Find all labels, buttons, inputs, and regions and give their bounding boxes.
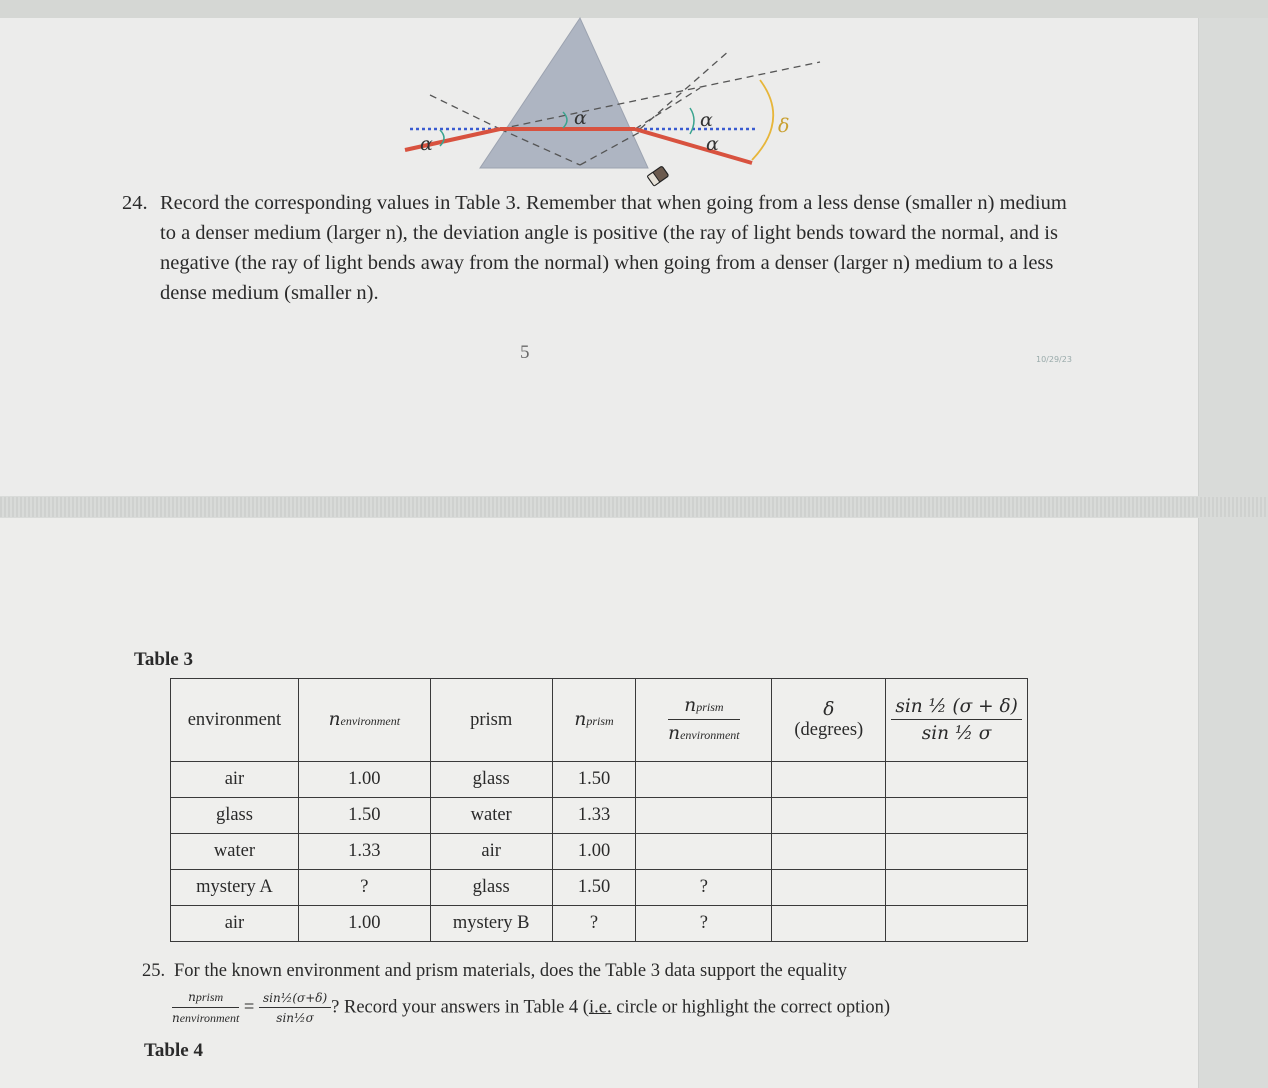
cell-environment: glass (171, 798, 299, 834)
cell-delta[interactable] (772, 762, 886, 798)
n-prism-subscript: prism (696, 700, 724, 714)
question-25-instruction-end: circle or highlight the correct option) (611, 997, 891, 1018)
date-stamp: 10/29/23 (1036, 355, 1072, 364)
cell-prism: mystery B (430, 906, 552, 942)
page-gap (0, 497, 1268, 517)
lhs-top-subscript: prism (195, 990, 224, 1004)
eraser-cursor-icon (647, 166, 669, 186)
table-3-header-row (171, 679, 1028, 762)
n-prism-subscript: prism (586, 714, 614, 728)
cell-n-environment: ? (298, 870, 430, 906)
cell-prism: glass (430, 762, 552, 798)
cell-n-prism: ? (552, 906, 636, 942)
table-row (171, 798, 1028, 834)
prism-triangle (480, 18, 648, 168)
prism-diagram (0, 0, 1268, 190)
cell-prism: water (430, 798, 552, 834)
table-row (171, 906, 1028, 942)
question-24 (122, 188, 1082, 308)
alpha-label-right-top: α (700, 109, 713, 131)
page-number: 5 (520, 342, 530, 363)
n-symbol: n (668, 723, 681, 744)
header-n-ratio (636, 679, 772, 762)
question-25-equation (172, 990, 890, 1026)
n-ratio-denominator (668, 720, 739, 745)
delta-unit: (degrees) (794, 720, 864, 740)
question-24-number: 24. (122, 192, 148, 214)
cell-n-environment: 1.50 (298, 798, 430, 834)
equation-equals: = (243, 997, 255, 1018)
n-env-subscript: environment (680, 728, 740, 742)
table-row (171, 834, 1028, 870)
exit-dashed-2 (640, 50, 730, 129)
n-symbol: n (188, 990, 196, 1004)
table-row (171, 870, 1028, 906)
n-ratio-fraction (668, 695, 739, 745)
question-25 (142, 958, 1042, 984)
delta-label: δ (778, 115, 790, 137)
equation-rhs-numerator: sin½(σ+δ) (259, 991, 331, 1008)
alpha-label-right-bottom: α (706, 133, 719, 155)
cell-sin[interactable] (886, 870, 1028, 906)
cell-sin[interactable] (886, 906, 1028, 942)
equation-rhs-fraction (259, 991, 331, 1025)
cell-delta[interactable] (772, 870, 886, 906)
alpha-label-left: α (420, 133, 433, 155)
cell-ratio[interactable] (636, 762, 772, 798)
table-4-label: Table 4 (144, 1040, 203, 1061)
header-n-prism (552, 679, 636, 762)
n-symbol: n (574, 709, 587, 730)
cell-environment: mystery A (171, 870, 299, 906)
n-symbol: n (328, 709, 341, 730)
question-24-text: Record the corresponding values in Table 3. Remember that when going from a less dense (smaller n) medium to a denser medium (larger n), the deviation angle is positive (the ray of light bends toward the normal, and is negative (the ray of light bends away from the normal) when going from a denser (larger n) medium to a less dense medium (smaller n). (160, 192, 1067, 304)
question-25-text: For the known environment and prism materials, does the Table 3 data support the equality (174, 961, 847, 981)
sin-fraction (891, 696, 1021, 744)
table-3 (170, 678, 1028, 942)
cell-n-prism: 1.50 (552, 870, 636, 906)
cell-environment: water (171, 834, 299, 870)
cell-sin[interactable] (886, 762, 1028, 798)
header-delta (772, 679, 886, 762)
header-prism: prism (430, 679, 552, 762)
header-n-environment (298, 679, 430, 762)
delta-arc (752, 80, 773, 160)
cell-environment: air (171, 906, 299, 942)
cell-ratio[interactable]: ? (636, 870, 772, 906)
cell-n-prism: 1.33 (552, 798, 636, 834)
cell-n-prism: 1.00 (552, 834, 636, 870)
equation-lhs-numerator (172, 990, 239, 1008)
cell-ratio[interactable]: ? (636, 906, 772, 942)
n-ratio-numerator (668, 695, 739, 720)
cell-ratio[interactable] (636, 834, 772, 870)
n-env-subscript: environment (340, 714, 401, 728)
table-3-label: Table 3 (134, 649, 193, 670)
cell-prism: air (430, 834, 552, 870)
cell-n-prism: 1.50 (552, 762, 636, 798)
cell-sin[interactable] (886, 834, 1028, 870)
cell-environment: air (171, 762, 299, 798)
cell-n-environment: 1.00 (298, 906, 430, 942)
equation-rhs-denominator: sin½σ (276, 1011, 314, 1025)
cell-n-environment: 1.00 (298, 762, 430, 798)
delta-symbol: δ (823, 699, 835, 720)
cell-n-environment: 1.33 (298, 834, 430, 870)
equation-lhs-fraction (172, 990, 239, 1026)
cell-delta[interactable] (772, 798, 886, 834)
n-symbol: n (684, 695, 697, 716)
lhs-bottom-subscript: environment (179, 1011, 240, 1025)
header-environment: environment (171, 679, 299, 762)
n-symbol: n (172, 1011, 180, 1025)
cell-sin[interactable] (886, 798, 1028, 834)
question-25-number: 25. (142, 961, 166, 981)
sin-denominator: sin ½ σ (921, 723, 992, 744)
cell-delta[interactable] (772, 906, 886, 942)
ie-abbreviation: i.e. (588, 997, 612, 1018)
header-sin-expression (886, 679, 1028, 762)
question-25-instruction: ? Record your answers in Table 4 ( (331, 997, 589, 1018)
emergent-ray (635, 129, 752, 163)
cell-delta[interactable] (772, 834, 886, 870)
sin-numerator: sin ½ (σ + δ) (891, 696, 1021, 720)
alpha-label-top: α (574, 107, 587, 129)
cell-prism: glass (430, 870, 552, 906)
incident-dashed (430, 95, 500, 129)
table-row (171, 762, 1028, 798)
equation-lhs-denominator (172, 1008, 239, 1026)
cell-ratio[interactable] (636, 798, 772, 834)
